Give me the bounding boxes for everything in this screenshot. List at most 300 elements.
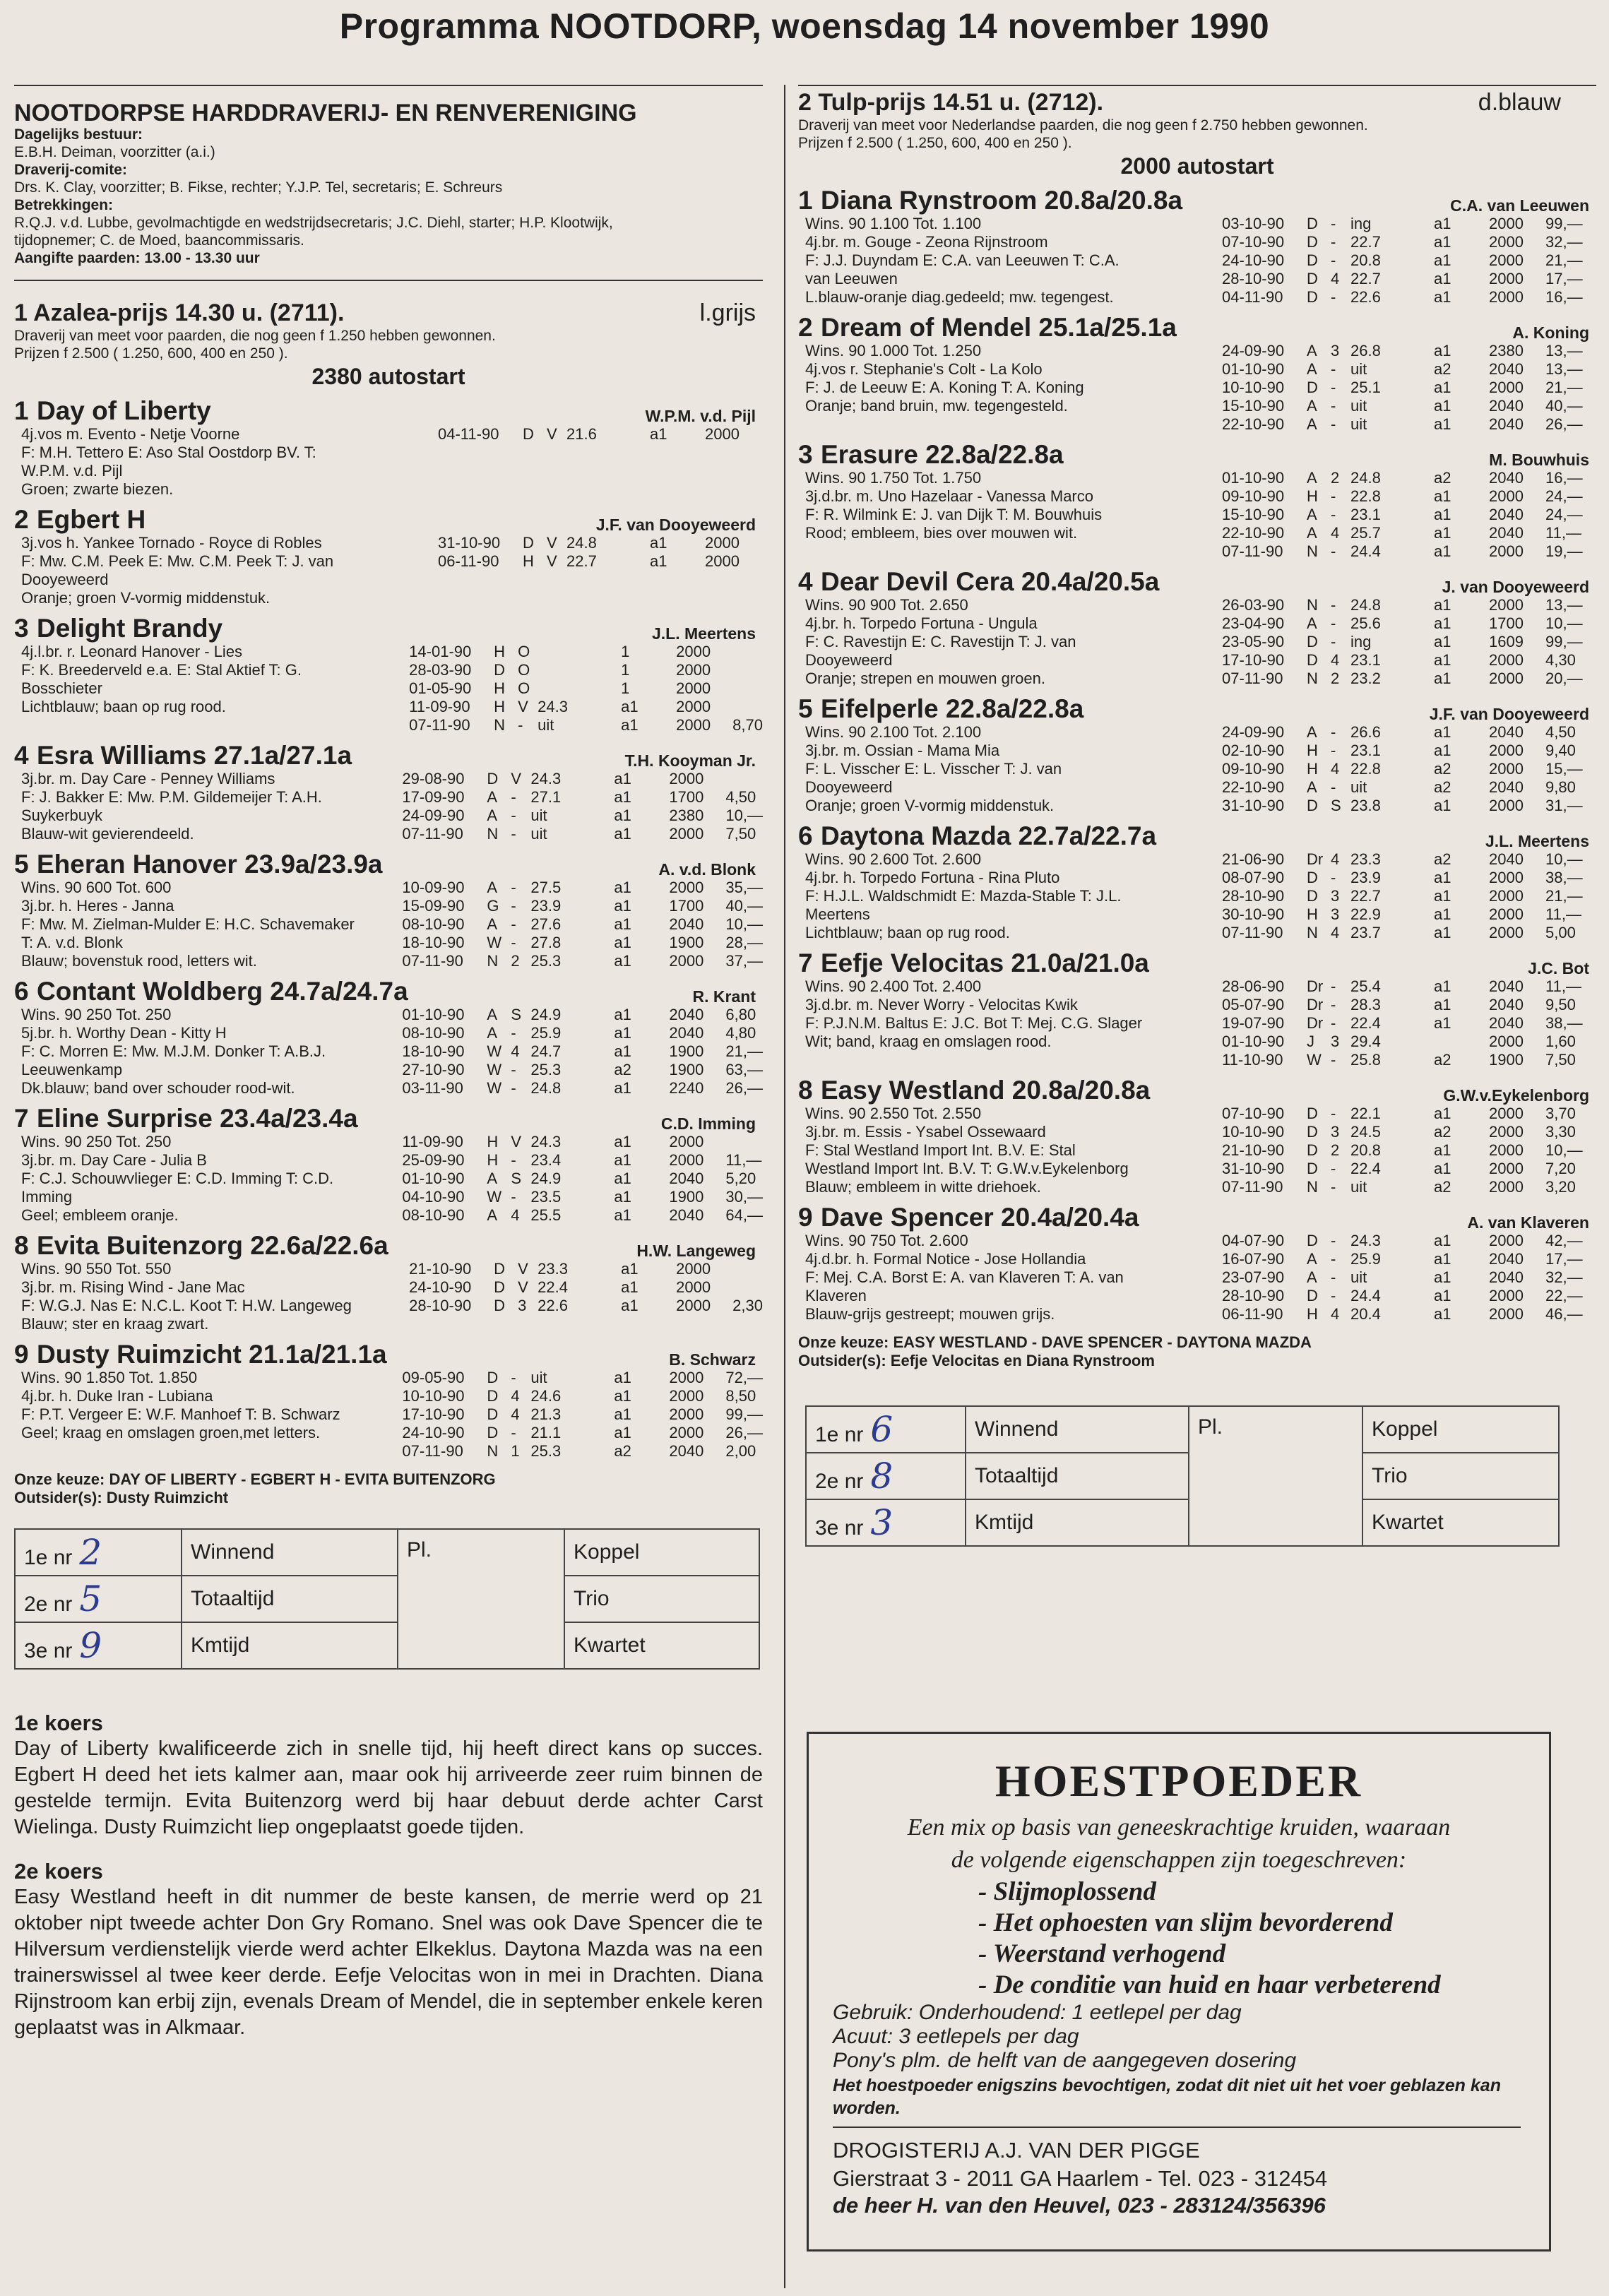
horse-list: [798, 186, 1596, 1324]
result-distance: 2000: [1489, 760, 1524, 778]
result-time: 25.9: [1350, 1250, 1381, 1268]
handwritten-number: 2: [79, 1532, 102, 1573]
result-class: a1: [1434, 614, 1451, 632]
result-track: A: [1307, 397, 1317, 415]
grid-cell: Kwartet: [564, 1622, 759, 1669]
result-distance: 2040: [1489, 977, 1524, 995]
result-distance: 2040: [1489, 360, 1524, 378]
result-spacer: [583, 915, 614, 934]
result-track: A: [1307, 1250, 1317, 1268]
result-time: 24.7: [530, 1042, 562, 1060]
result-place: -: [1331, 977, 1336, 995]
result-odds: 37,—: [725, 952, 763, 970]
result-spacer: [1403, 1033, 1434, 1051]
prediction-grid: [805, 1405, 1560, 1547]
result-date: 17-10-90: [1222, 651, 1285, 669]
horse-info-line: L.blauw-oranje diag.gedeeld; mw. tegengest.: [805, 288, 1114, 306]
result-spacer: [583, 1424, 614, 1442]
result-row: [1222, 1268, 1596, 1287]
result-class: a1: [621, 1278, 639, 1296]
result-row: [409, 1278, 763, 1297]
result-date: 18-10-90: [402, 1042, 465, 1060]
result-track: H: [1307, 905, 1318, 923]
result-row: [402, 879, 763, 897]
right-column: [798, 85, 1596, 1547]
result-row: [1222, 850, 1596, 869]
result-place: 3: [1331, 342, 1340, 359]
horse-name-text: Dream of Mendel 25.1a/25.1a: [821, 313, 1177, 342]
result-time: 23.5: [530, 1188, 562, 1206]
result-distance: 2040: [1489, 1268, 1524, 1286]
result-row: [1222, 1232, 1596, 1250]
result-odds: 7,50: [1545, 1051, 1576, 1069]
result-class: a1: [1434, 215, 1451, 232]
result-distance: 2040: [1489, 415, 1524, 433]
horse-info-line: F: Mej. C.A. Borst E: A. van Klaveren T: A. van: [805, 1268, 1124, 1286]
horse-info-line: Imming: [21, 1188, 73, 1206]
ad-note: Het hoestpoeder enigszins bevochtigen, zodat dit niet uit het voer geblazen kan worden.: [833, 2076, 1501, 2118]
result-date: 15-10-90: [1222, 397, 1285, 415]
result-track: N: [1307, 670, 1318, 687]
race-2: [798, 89, 1596, 1547]
result-time: 22.6: [1350, 288, 1381, 306]
horse-info-line: F: H.J.L. Waldschmidt E: Mazda-Stable T: J.L.: [805, 887, 1122, 905]
horse-info-line: F: Mw. C.M. Peek E: Mw. C.M. Peek T: J. van: [21, 552, 334, 570]
result-date: 09-05-90: [402, 1369, 465, 1386]
result-class: a1: [1434, 742, 1451, 759]
ad-title: HOESTPOEDER: [995, 1756, 1363, 1806]
horse-info-line: 4j.vos m. Evento - Netje Voorne: [21, 425, 240, 443]
horse-entry: [14, 1105, 763, 1225]
ad-feature: - Het ophoesten van slijm bevorderend: [978, 1908, 1393, 1937]
result-place: 2: [1331, 670, 1340, 687]
result-spacer: [583, 788, 614, 807]
result-spacer: [1403, 869, 1434, 887]
result-place: -: [518, 716, 523, 734]
result-class: a1: [1434, 342, 1451, 359]
result-time: 26.6: [1350, 723, 1381, 741]
result-row: [1222, 1123, 1596, 1141]
horse-info-line: Wins. 90 1.850 Tot. 1.850: [21, 1369, 198, 1386]
result-class: a1: [614, 915, 631, 933]
result-spacer: [619, 552, 650, 571]
horse-info-line: 5j.br. h. Worthy Dean - Kitty H: [21, 1024, 227, 1042]
result-distance: 2380: [669, 807, 704, 824]
result-distance: 2000: [1489, 1305, 1524, 1323]
result-distance: 2000: [669, 1151, 704, 1169]
result-class: a1: [1434, 797, 1451, 814]
result-distance: 2040: [669, 1206, 704, 1224]
results-list: [1222, 1105, 1596, 1196]
horse-info: [798, 850, 1222, 942]
result-odds: 35,—: [725, 879, 763, 896]
driver-name: B. Schwarz: [669, 1350, 756, 1369]
horse-info-line: 3j.br. m. Day Care - Julia B: [21, 1151, 207, 1169]
horse-info: [14, 770, 402, 843]
result-place: -: [511, 1024, 516, 1042]
result-distance: 2000: [676, 679, 711, 697]
result-spacer: [1403, 1014, 1434, 1033]
result-class: a2: [1434, 360, 1451, 378]
result-place: -: [1331, 360, 1336, 378]
result-row: [1222, 1105, 1596, 1123]
result-odds: 3,30: [1545, 1123, 1576, 1141]
horse-info-line: Westland Import Int. B.V. T: G.W.v.Eykelenborg: [805, 1160, 1129, 1177]
result-time: 23.9: [530, 897, 562, 915]
result-date: 10-10-90: [402, 1387, 465, 1405]
result-date: 11-09-90: [402, 1133, 463, 1150]
horse-details: [14, 1006, 763, 1098]
result-track: D: [494, 1297, 506, 1314]
result-date: 17-10-90: [402, 1405, 465, 1423]
horse-details: [798, 1232, 1596, 1324]
result-odds: 21,—: [1545, 887, 1583, 905]
result-row: [1222, 1287, 1596, 1305]
horse-number: 1: [798, 186, 813, 215]
result-track: D: [1307, 288, 1318, 306]
result-track: A: [1307, 469, 1317, 487]
result-distance: 2000: [669, 1405, 704, 1423]
result-row: [1222, 1141, 1596, 1160]
result-time: 22.8: [1350, 487, 1381, 505]
result-place: 4: [1331, 1305, 1340, 1323]
horse-info: [798, 1105, 1222, 1196]
result-distance: 2040: [669, 1170, 704, 1187]
result-time: 22.6: [538, 1297, 568, 1314]
result-time: 24.3: [530, 1133, 562, 1150]
result-place: -: [511, 788, 516, 806]
result-odds: 11,—: [1545, 977, 1581, 995]
result-class: a1: [1434, 977, 1451, 995]
result-spacer: [1403, 996, 1434, 1014]
horse-details: [798, 469, 1596, 561]
result-track: D: [1307, 233, 1318, 251]
horse-entry: [798, 186, 1596, 307]
result-odds: 11,—: [1545, 524, 1581, 542]
result-track: H: [494, 679, 506, 697]
result-distance: 2000: [1489, 1105, 1524, 1122]
result-date: 01-10-90: [1222, 469, 1285, 487]
result-track: W: [487, 1061, 502, 1078]
result-place: -: [1331, 1014, 1336, 1032]
result-class: a1: [621, 716, 639, 734]
horse-entry: [14, 1340, 763, 1461]
horse-name-text: Eifelperle 22.8a/22.8a: [821, 694, 1084, 723]
result-row: [402, 897, 763, 915]
results-list: [1222, 723, 1596, 815]
result-date: 21-10-90: [409, 1260, 472, 1278]
result-spacer: [583, 1170, 614, 1188]
result-time: 21.3: [530, 1405, 562, 1423]
result-class: a1: [614, 879, 631, 896]
result-spacer: [1403, 977, 1434, 996]
betrekkingen-text: tijdopnemer; C. de Moed, baancommissaris.: [14, 232, 304, 249]
outsiders: Outsider(s): Dusty Ruimzicht: [14, 1489, 229, 1506]
horse-details: [798, 723, 1596, 815]
horse-info-line: Bosschieter: [21, 679, 102, 697]
horse-info-line: Wins. 90 900 Tot. 2.650: [805, 596, 968, 614]
results-list: [402, 770, 763, 843]
result-odds: 72,—: [725, 1369, 763, 1386]
result-odds: 15,—: [1545, 760, 1583, 778]
result-track: D: [1307, 869, 1318, 886]
result-class: a1: [614, 1387, 631, 1405]
result-time: uit: [1350, 360, 1367, 378]
horse-info-line: Geel; embleem oranje.: [21, 1206, 179, 1224]
horse-info-line: Dooyeweerd: [805, 651, 893, 669]
horse-details: [798, 977, 1596, 1069]
grid-cell: Kmtijd: [966, 1499, 1189, 1546]
driver-name: C.D. Imming: [660, 1114, 756, 1133]
horse-number: 4: [798, 567, 813, 596]
result-spacer: [1403, 905, 1434, 924]
horse-info-line: Oranje; band bruin, mw. tegengesteld.: [805, 397, 1068, 415]
result-place: 3: [518, 1297, 527, 1314]
result-class: a1: [1434, 887, 1451, 905]
horse-info-line: 4j.d.br. h. Formal Notice - Jose Hollandia: [805, 1250, 1086, 1268]
horse-info-line: F: Stal Westland Import Int. B.V. E: Stal: [805, 1141, 1076, 1159]
result-distance: 2040: [1489, 397, 1524, 415]
horse-name-text: Contant Woldberg 24.7a/24.7a: [37, 977, 408, 1006]
grid-cell: Pl.: [1189, 1406, 1362, 1546]
horse-name: [14, 850, 763, 879]
result-time: uit: [1350, 1178, 1367, 1196]
result-class: a1: [614, 1042, 631, 1060]
result-date: 07-11-90: [402, 1442, 463, 1460]
result-time: uit: [530, 807, 547, 824]
result-track: A: [1307, 524, 1317, 542]
result-track: N: [1307, 1178, 1318, 1196]
result-spacer: [1403, 1160, 1434, 1178]
result-track: N: [1307, 596, 1318, 614]
result-time: uit: [1350, 397, 1367, 415]
result-time: 25.4: [1350, 977, 1381, 995]
result-class: a1: [614, 1405, 631, 1423]
horse-details: [14, 425, 763, 499]
result-spacer: [590, 716, 621, 734]
horse-info-line: Blauw; ster en kraag zwart.: [21, 1315, 209, 1333]
result-class: a1: [614, 1079, 631, 1097]
result-place: V: [518, 1260, 528, 1278]
result-date: 21-06-90: [1222, 850, 1285, 868]
result-time: 24.8: [1350, 469, 1381, 487]
result-time: ing: [1350, 215, 1372, 232]
result-date: 16-07-90: [1222, 1250, 1285, 1268]
ad-subtitle: Een mix op basis van geneeskrachtige kruiden, waaraan: [907, 1814, 1451, 1840]
horse-entry: [14, 614, 763, 734]
result-class: 1: [621, 679, 630, 697]
result-row: [409, 1297, 763, 1315]
result-class: a1: [614, 770, 631, 787]
race-1: [14, 299, 763, 1670]
horse-name-text: Eline Surprise 23.4a/23.4a: [37, 1104, 358, 1133]
result-distance: 2000: [676, 698, 711, 715]
result-row: [1222, 215, 1596, 233]
result-class: a1: [1434, 651, 1451, 669]
result-class: a2: [1434, 1051, 1451, 1069]
result-date: 28-10-90: [1222, 1287, 1285, 1304]
result-track: D: [487, 770, 499, 787]
result-distance: 2040: [1489, 850, 1524, 868]
grid-cell: Trio: [564, 1576, 759, 1622]
result-odds: 5,20: [725, 1170, 756, 1187]
grid-row-label: 3e nr 9: [15, 1622, 182, 1669]
result-row: [409, 698, 763, 716]
result-track: Dr: [1307, 977, 1324, 995]
result-row: [1222, 1160, 1596, 1178]
result-track: D: [494, 1278, 506, 1296]
result-date: 15-09-90: [402, 897, 465, 915]
horse-entry: [798, 695, 1596, 815]
result-spacer: [583, 1442, 614, 1461]
horse-info-line: 3j.d.br. m. Never Worry - Velocitas Kwik: [805, 996, 1078, 1013]
horse-name-text: Dear Devil Cera 20.4a/20.5a: [821, 567, 1160, 596]
result-odds: 38,—: [1545, 1014, 1583, 1032]
horse-number: 8: [798, 1076, 813, 1105]
horse-name-text: Delight Brandy: [37, 614, 223, 643]
result-spacer: [583, 807, 614, 825]
result-distance: 2000: [676, 661, 711, 679]
result-date: 24-09-90: [402, 807, 465, 824]
driver-name: M. Bouwhuis: [1489, 451, 1589, 469]
result-track: A: [487, 807, 498, 824]
race-title: 2 Tulp-prijs 14.51 u. (2712).: [798, 89, 1104, 116]
result-spacer: [1403, 415, 1434, 434]
result-place: S: [511, 1170, 522, 1187]
result-class: a1: [1434, 1287, 1451, 1304]
horse-number: 3: [14, 614, 29, 643]
result-time: 26.8: [1350, 342, 1381, 359]
result-row: [1222, 596, 1596, 614]
result-class: a1: [1434, 633, 1451, 650]
horse-entry: [798, 1203, 1596, 1324]
result-class: a2: [1434, 760, 1451, 778]
driver-name: A. van Klaveren: [1467, 1213, 1589, 1232]
result-spacer: [583, 1405, 614, 1424]
result-odds: 11,—: [725, 1151, 762, 1169]
result-spacer: [583, 934, 614, 952]
result-odds: 64,—: [725, 1206, 763, 1224]
horse-info-line: Wins. 90 750 Tot. 2.600: [805, 1232, 968, 1249]
horse-name: [798, 822, 1596, 850]
horse-info-line: Dk.blauw; band over schouder rood-wit.: [21, 1079, 295, 1097]
result-row: [402, 1133, 763, 1151]
result-odds: 6,80: [725, 1006, 756, 1023]
horse-name-text: Eheran Hanover 23.9a/23.9a: [37, 850, 383, 879]
result-place: V: [518, 698, 528, 715]
horse-name: [14, 977, 763, 1006]
result-track: W: [487, 1188, 502, 1206]
horse-info-line: Wins. 90 1.100 Tot. 1.100: [805, 215, 982, 232]
result-place: 4: [511, 1206, 520, 1224]
result-time: 22.9: [1350, 905, 1381, 923]
result-track: W: [487, 1042, 502, 1060]
result-distance: 2000: [676, 1260, 711, 1278]
result-date: 01-10-90: [1222, 1033, 1285, 1050]
result-time: 24.3: [538, 698, 568, 715]
result-distance: 2000: [1489, 251, 1524, 269]
result-class: a1: [614, 1424, 631, 1441]
horse-info-line: F: R. Wilmink E: J. van Dijk T: M. Bouwhuis: [805, 506, 1103, 523]
results-list: [402, 879, 763, 970]
result-place: V: [547, 552, 557, 570]
result-odds: 40,—: [1545, 397, 1583, 415]
comite-heading: Draverij-comite:: [14, 162, 127, 178]
result-row: [402, 915, 763, 934]
result-time: 23.3: [1350, 850, 1381, 868]
horse-info: [798, 596, 1222, 688]
horse-info-line: Wins. 90 2.400 Tot. 2.400: [805, 977, 982, 995]
result-track: H: [523, 552, 534, 570]
result-track: A: [1307, 1268, 1317, 1286]
result-row: [402, 1079, 763, 1098]
driver-name: J. van Dooyeweerd: [1442, 578, 1589, 596]
result-odds: 26,—: [725, 1079, 763, 1097]
result-spacer: [1403, 1287, 1434, 1305]
result-class: a1: [614, 952, 631, 970]
horse-number: 1: [14, 396, 29, 425]
result-spacer: [583, 1369, 614, 1387]
result-row: [1222, 1250, 1596, 1268]
grid-row-label: 1e nr 2: [15, 1529, 182, 1576]
horse-info-line: 3j.br. m. Ossian - Mama Mia: [805, 742, 1000, 759]
result-time: 22.7: [566, 552, 597, 570]
result-odds: 4,30: [1545, 651, 1576, 669]
result-row: [1222, 506, 1596, 524]
horse-number: 4: [14, 741, 29, 770]
result-row: [402, 825, 763, 843]
result-row: [1222, 1014, 1596, 1033]
result-place: 4: [511, 1042, 520, 1060]
horse-number: 3: [798, 440, 813, 469]
result-class: a1: [1434, 487, 1451, 505]
result-place: 4: [1331, 850, 1340, 868]
result-track: Dr: [1307, 1014, 1324, 1032]
result-distance: 2040: [1489, 778, 1524, 796]
result-date: 22-10-90: [1222, 415, 1285, 433]
result-row: [1222, 651, 1596, 670]
result-time: 24.3: [1350, 1232, 1381, 1249]
result-distance: 2000: [669, 1424, 704, 1441]
handwritten-number: 3: [870, 1502, 893, 1543]
result-place: -: [1331, 869, 1336, 886]
result-odds: 9,80: [1545, 778, 1576, 796]
result-spacer: [590, 1278, 621, 1297]
result-distance: 2000: [1489, 1178, 1524, 1196]
horse-info-line: F: C. Morren E: Mw. M.J.M. Donker T: A.B.J.: [21, 1042, 326, 1060]
result-class: a1: [614, 934, 631, 951]
result-date: 08-07-90: [1222, 869, 1285, 886]
result-date: 23-05-90: [1222, 633, 1285, 650]
result-date: 14-01-90: [409, 643, 472, 660]
horse-info-line: 3j.vos h. Yankee Tornado - Royce di Robles: [21, 534, 322, 552]
horse-name-text: Daytona Mazda 22.7a/22.7a: [821, 821, 1157, 850]
result-track: D: [1307, 797, 1318, 814]
result-time: [538, 661, 590, 679]
result-place: O: [518, 679, 530, 697]
result-row: [409, 679, 763, 698]
result-class: a1: [1434, 524, 1451, 542]
result-place: -: [1331, 379, 1336, 396]
result-time: 23.1: [1350, 651, 1381, 669]
result-place: -: [1331, 542, 1336, 560]
result-odds: 21,—: [1545, 379, 1583, 396]
result-class: a2: [1434, 469, 1451, 487]
result-place: -: [1331, 487, 1336, 505]
result-time: [538, 679, 590, 698]
result-distance: 2000: [705, 534, 740, 552]
results-list: [1222, 215, 1596, 307]
